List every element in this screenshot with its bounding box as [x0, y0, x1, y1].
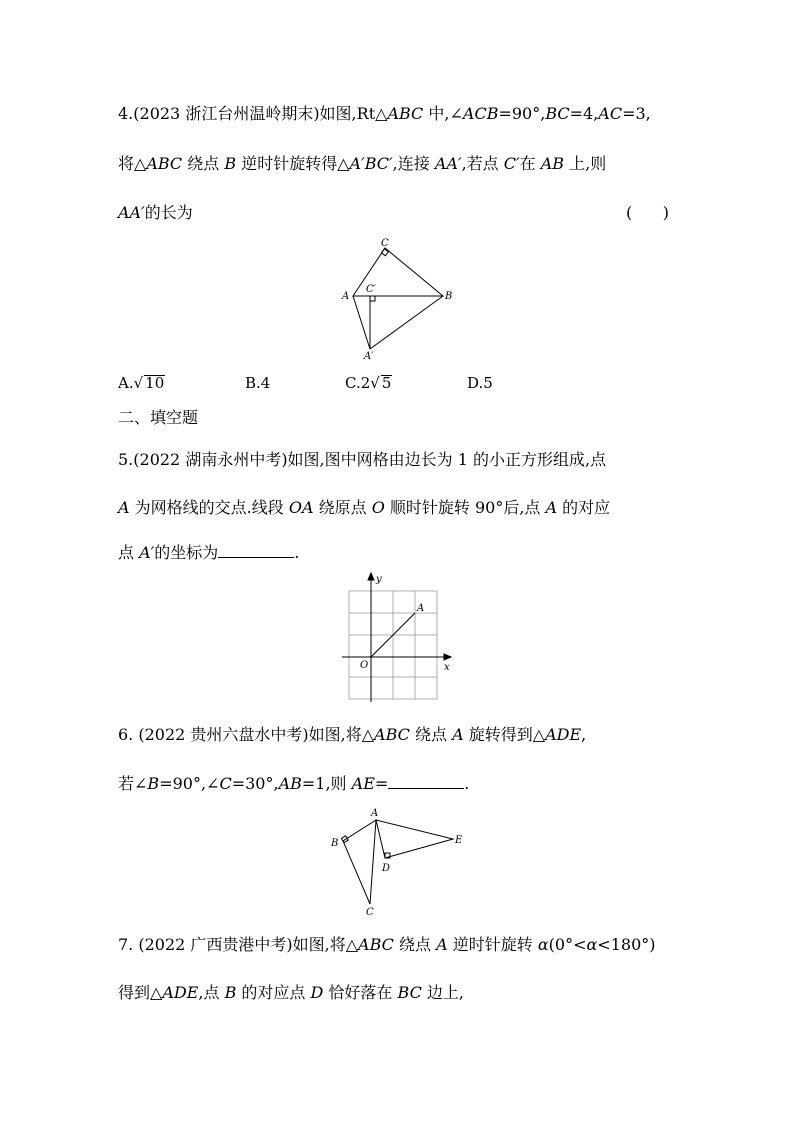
q5-line2: A 为网格线的交点.线段 OA 绕原点 O 顺时针旋转 90°后,点 A 的对应 [118, 498, 611, 517]
q6-line1: 6. (2022 贵州六盘水中考)如图,将△ABC 绕点 A 旋转得到△ADE, [118, 725, 587, 744]
label-a-prime: A′ [364, 351, 374, 362]
label-c-prime: C′ [366, 284, 376, 295]
label-d: D [382, 863, 391, 874]
right-angle-mark-c-prime [370, 296, 375, 301]
q4-figure [330, 236, 465, 366]
label-y: y [376, 574, 382, 585]
x-axis-arrow [444, 654, 451, 660]
q7-line2: 得到△ADE,点 B 的对应点 D 恰好落在 BC 边上, [118, 983, 465, 1002]
label-a: A [342, 291, 350, 302]
q4-line3: AA′的长为 [118, 203, 193, 222]
choice-c[interactable]: C.2√ 5 [345, 374, 392, 392]
q7-line1: 7. (2022 广西贵港中考)如图,将△ABC 绕点 A 逆时针旋转 α(0°<α<180°) [118, 935, 656, 954]
answer-blank[interactable] [218, 543, 294, 558]
choice-a[interactable]: A.√ 10 [118, 374, 165, 392]
triangle-ade [376, 820, 453, 858]
answer-blank[interactable] [388, 774, 464, 789]
q6-figure [325, 808, 475, 923]
label-b: B [331, 838, 339, 849]
label-b: B [445, 291, 453, 302]
q4-line1: 4.(2023 浙江台州温岭期末)如图,Rt△ABC 中,∠ACB=90°,BC=4,AC=3, [118, 104, 651, 123]
q5-grid-figure [338, 570, 458, 705]
choice-b[interactable]: B.4 [245, 374, 271, 392]
label-o: O [360, 660, 369, 671]
q5-line1: 5.(2022 湖南永州中考)如图,图中网格由边长为 1 的小正方形组成,点 [118, 450, 607, 469]
choice-d[interactable]: D.5 [467, 374, 493, 392]
q6-line2: 若∠B=90°,∠C=30°,AB=1,则 AE= . [118, 774, 470, 793]
label-c: C [381, 238, 389, 249]
y-axis-arrow [368, 573, 374, 580]
label-x: x [444, 662, 450, 673]
q4-line2: 将△ABC 绕点 B 逆时针旋转得△A′BC′,连接 AA′,若点 C′在 AB 上,则 [118, 154, 607, 173]
segment-aa-prime [353, 296, 370, 349]
triangle-abc [343, 820, 376, 904]
section-heading: 二、填空题 [118, 408, 199, 427]
q5-line3: 点 A′的坐标为 . [118, 543, 300, 562]
label-e: E [455, 835, 463, 846]
label-a: A [417, 603, 425, 614]
segment-a-prime-b [370, 296, 443, 349]
label-c: C [366, 907, 374, 918]
label-a: A [371, 808, 379, 819]
answer-paren: ( ) [626, 203, 669, 222]
